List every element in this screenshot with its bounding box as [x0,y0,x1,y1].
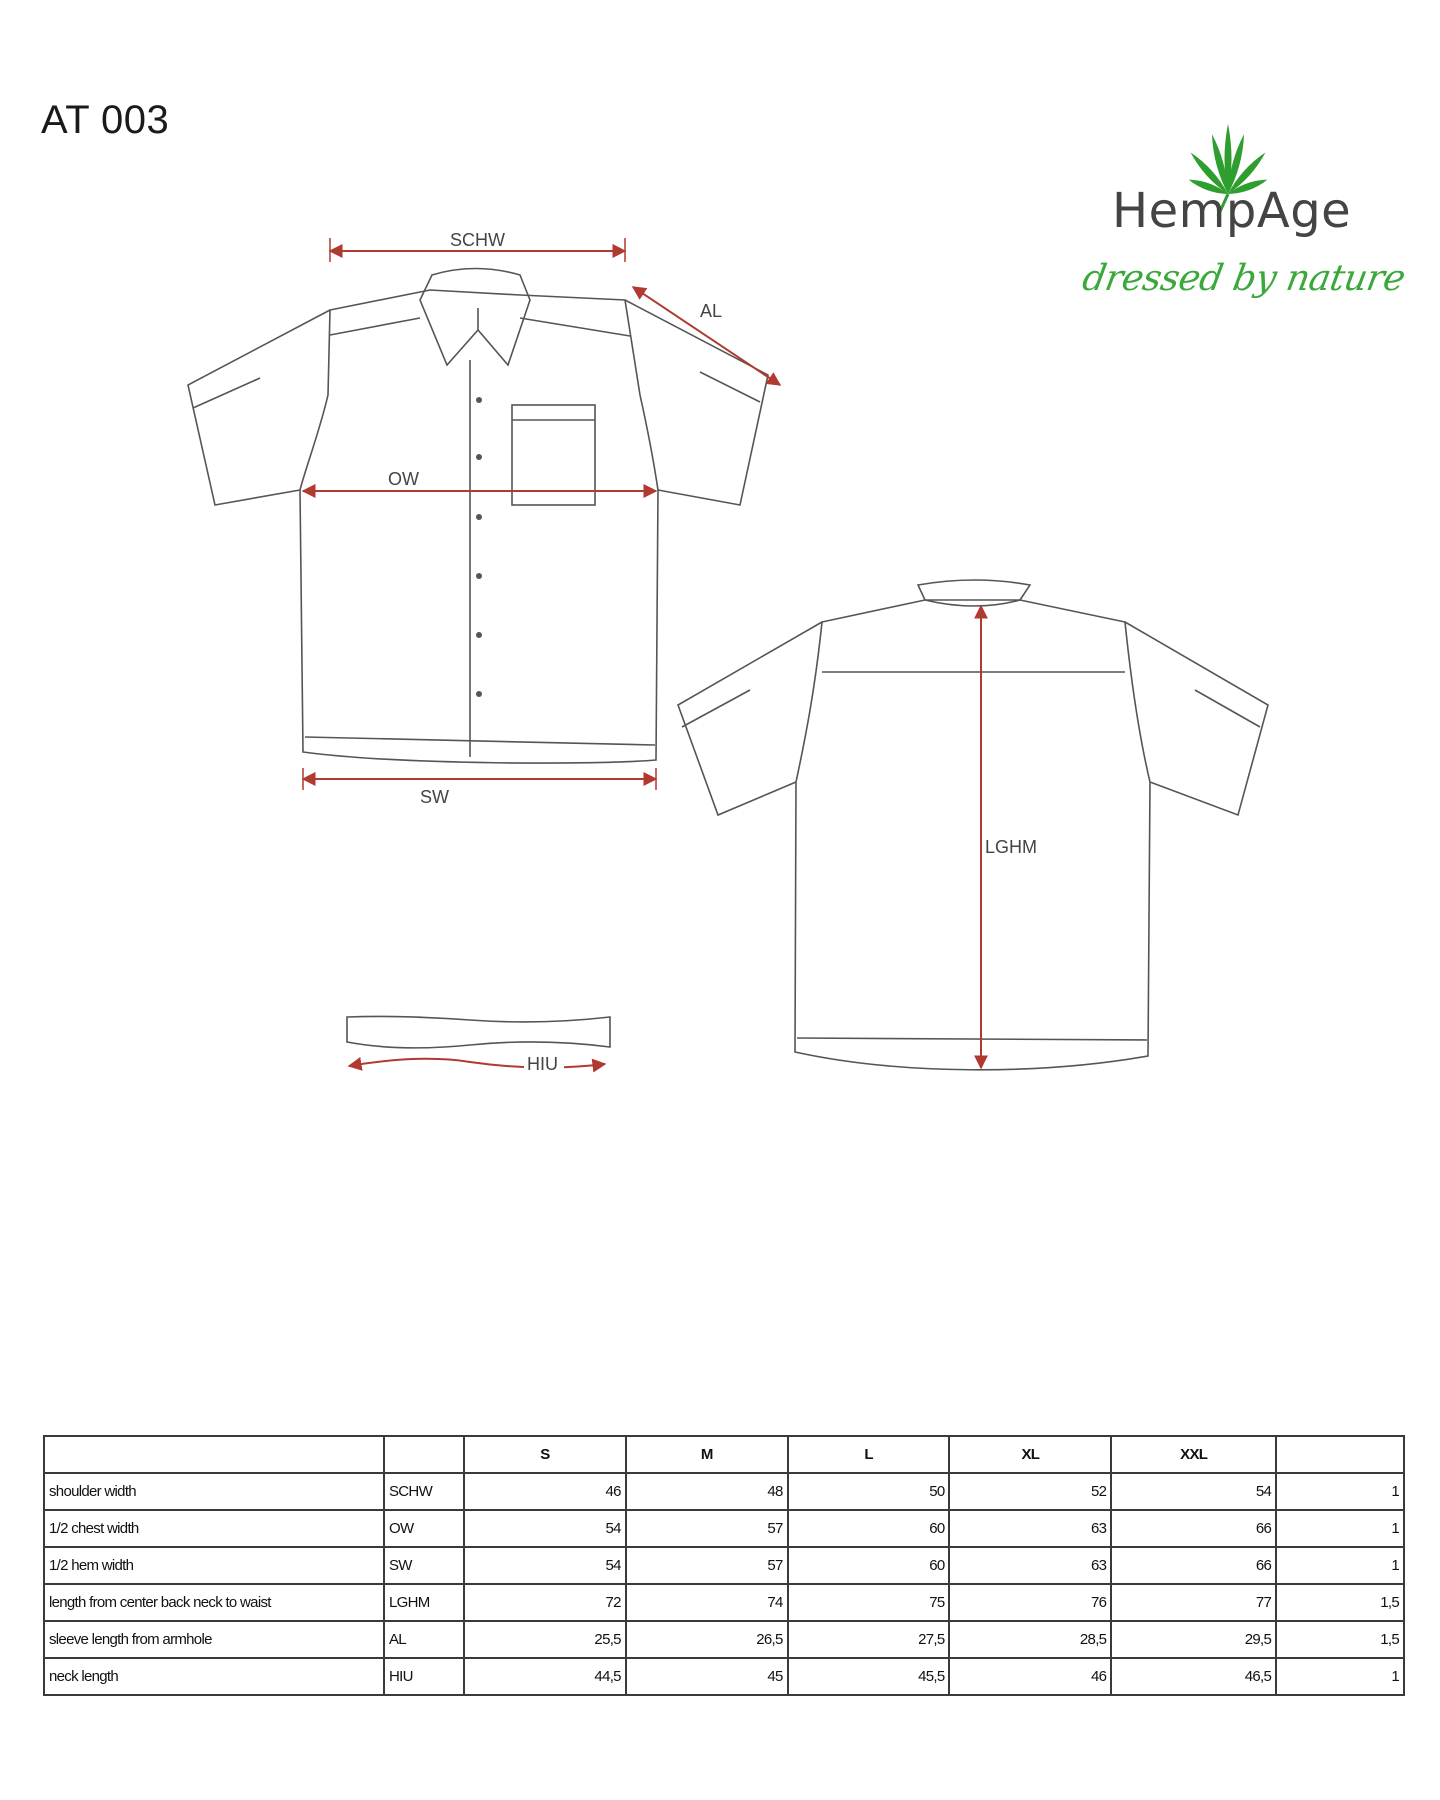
table-cell: SCHW [384,1473,464,1510]
table-cell: 60 [788,1547,950,1584]
table-cell: 54 [464,1547,626,1584]
table-cell: 44,5 [464,1658,626,1695]
table-cell: 46,5 [1111,1658,1276,1695]
table-cell: 27,5 [788,1621,950,1658]
table-cell: 46 [464,1473,626,1510]
back-sleeve-left [678,622,822,815]
table-cell: 66 [1111,1547,1276,1584]
table-row [44,1584,1404,1621]
table-cell: 72 [464,1584,626,1621]
column-header [44,1436,384,1473]
table-cell: 66 [1111,1510,1276,1547]
brand-tagline: dressed by nature [1079,258,1409,299]
table-cell: 63 [949,1547,1111,1584]
column-header [1276,1436,1404,1473]
column-header: XXL [1111,1436,1276,1473]
table-cell: length from center back neck to waist [44,1584,384,1621]
hiu-label: HIU [527,1054,558,1074]
column-header: XL [949,1436,1111,1473]
table-cell: 1 [1276,1547,1404,1584]
table-cell: 45 [626,1658,788,1695]
ow-label: OW [388,469,419,489]
table-row [44,1473,1404,1510]
article-code: AT 003 [41,98,170,142]
back-collar [918,580,1030,606]
column-header: M [626,1436,788,1473]
front-sleeve-left [188,310,330,505]
table-cell: OW [384,1510,464,1547]
shirt-back-view [678,580,1268,1070]
lghm-label: LGHM [985,837,1038,857]
table-cell: 52 [949,1473,1111,1510]
table-cell: SW [384,1547,464,1584]
table-row [44,1510,1404,1547]
column-header [384,1436,464,1473]
table-cell: 28,5 [949,1621,1111,1658]
table-cell: 46 [949,1658,1111,1695]
table-cell: 1,5 [1276,1584,1404,1621]
table-cell: 25,5 [464,1621,626,1658]
schw-label: SCHW [450,230,505,250]
table-cell: 48 [626,1473,788,1510]
table-cell: 57 [626,1547,788,1584]
table-cell: LGHM [384,1584,464,1621]
hiu-arrow [349,1059,605,1068]
collar-outline [420,269,530,366]
table-cell: 77 [1111,1584,1276,1621]
table-cell: 1 [1276,1473,1404,1510]
front-sleeve-right [625,300,768,505]
table-cell: 63 [949,1510,1111,1547]
table-cell: 1/2 hem width [44,1547,384,1584]
table-cell: neck length [44,1658,384,1695]
back-body-outline [795,600,1150,1070]
table-cell: 29,5 [1111,1621,1276,1658]
table-cell: sleeve length from armhole [44,1621,384,1658]
table-row [44,1621,1404,1658]
table-cell: 26,5 [626,1621,788,1658]
table-cell: 75 [788,1584,950,1621]
table-cell: 57 [626,1510,788,1547]
table-cell: HIU [384,1658,464,1695]
table-cell: AL [384,1621,464,1658]
table-cell: 1 [1276,1658,1404,1695]
column-header: L [788,1436,950,1473]
table-cell: 45,5 [788,1658,950,1695]
table-cell: 54 [1111,1473,1276,1510]
table-header-row [44,1436,1404,1473]
size-spec-table [43,1435,1405,1696]
table-cell: 1/2 chest width [44,1510,384,1547]
neck-band [347,1016,610,1047]
sw-label: SW [420,787,449,807]
table-cell: 74 [626,1584,788,1621]
table-cell: 54 [464,1510,626,1547]
al-label: AL [700,301,723,321]
table-cell: shoulder width [44,1473,384,1510]
table-cell: 1 [1276,1510,1404,1547]
table-row [44,1547,1404,1584]
column-header: S [464,1436,626,1473]
brand-name: HempAge [1112,183,1352,239]
table-cell: 50 [788,1473,950,1510]
button-row [476,397,482,697]
table-cell: 76 [949,1584,1111,1621]
table-cell: 60 [788,1510,950,1547]
table-cell: 1,5 [1276,1621,1404,1658]
table-row [44,1658,1404,1695]
